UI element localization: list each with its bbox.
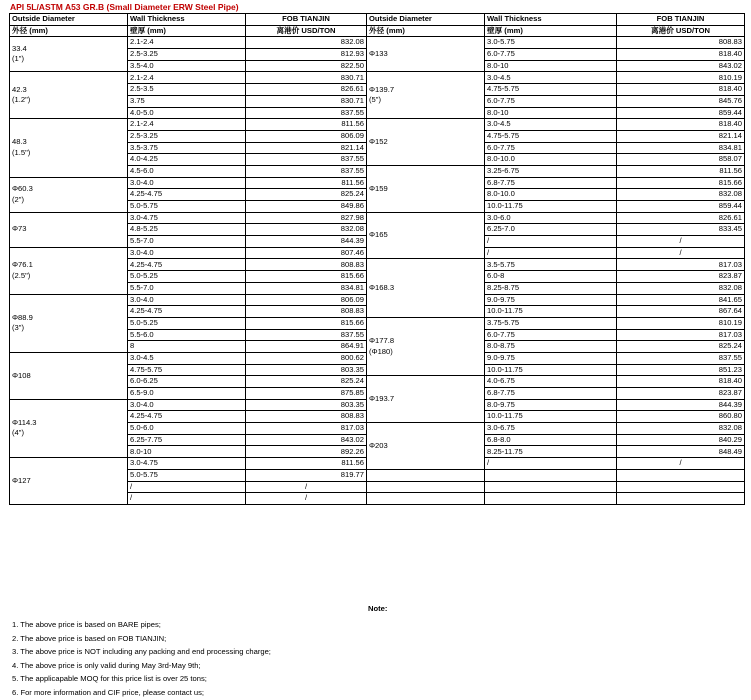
left-wall-thickness-cell: 5.5-7.0 <box>128 282 246 294</box>
left-wall-thickness-cell: 4.0-5.0 <box>128 107 246 119</box>
right-wall-thickness-cell: 4.75-5.75 <box>485 84 617 96</box>
outside-diameter-label: Φ127 <box>12 475 31 485</box>
left-wall-thickness-cell: 5.0-5.25 <box>128 271 246 283</box>
left-wall-thickness-cell: 5.5-6.0 <box>128 329 246 341</box>
left-wall-thickness-cell: 2.1-2.4 <box>128 119 246 131</box>
left-outside-diameter-cell <box>10 352 128 399</box>
outside-diameter-label: 42.3 <box>12 84 27 94</box>
right-wall-thickness-cell: 6.0-7.75 <box>485 95 617 107</box>
right-fob-price-cell: 818.40 <box>617 119 745 131</box>
outside-diameter-label: 33.4 <box>12 43 27 53</box>
right-outside-diameter-cell <box>367 37 485 72</box>
left-wall-thickness-cell: / <box>128 481 246 493</box>
right-wall-thickness-cell: 8.0-8.75 <box>485 341 617 353</box>
right-fob-price-cell: 860.80 <box>617 411 745 423</box>
right-wall-thickness-cell: 4.0-6.75 <box>485 376 617 388</box>
outside-diameter-label: 48.3 <box>12 137 27 147</box>
left-wall-thickness-cell: / <box>128 493 246 505</box>
left-outside-diameter-cell <box>10 399 128 457</box>
left-wall-thickness-cell: 5.0-5.75 <box>128 201 246 213</box>
right-fob-price-cell: 811.56 <box>617 165 745 177</box>
outside-diameter-label: Φ114.3 <box>12 417 37 427</box>
left-fob-price-cell: 834.81 <box>246 282 367 294</box>
left-fob-price-cell: / <box>246 481 367 493</box>
right-wall-thickness-cell: / <box>485 247 617 259</box>
right-wall-thickness-cell: 10.0-11.75 <box>485 411 617 423</box>
outside-diameter-label: Φ165 <box>369 230 388 240</box>
left-fob-price-cell: 815.66 <box>246 317 367 329</box>
outside-diameter-label: Φ177.8 <box>369 336 395 346</box>
left-outside-diameter-cell <box>10 177 128 212</box>
note-item: 2. The above price is based on FOB TIANJIN; <box>12 633 167 643</box>
outside-diameter-label: Φ133 <box>369 49 388 59</box>
left-fob-price-cell: 843.02 <box>246 434 367 446</box>
right-fob-price-cell: 826.61 <box>617 212 745 224</box>
right-fob-price-cell: 843.02 <box>617 60 745 72</box>
left-wall-thickness-cell: 8 <box>128 341 246 353</box>
right-wall-thickness-cell: 6.8-7.75 <box>485 388 617 400</box>
header-wt-en-right: Wall Thickness <box>485 14 617 26</box>
left-fob-price-cell: 875.85 <box>246 388 367 400</box>
outside-diameter-label: Φ88.9 <box>12 312 33 322</box>
outside-diameter-label: Φ193.7 <box>369 393 395 403</box>
price-table-body <box>10 37 745 505</box>
table-row <box>10 212 745 224</box>
right-outside-diameter-cell <box>367 119 485 166</box>
header-fob-en: FOB TIANJIN <box>246 14 367 26</box>
right-fob-price-cell: 821.14 <box>617 130 745 142</box>
right-fob-price-cell: 845.76 <box>617 95 745 107</box>
left-fob-price-cell: 837.55 <box>246 165 367 177</box>
right-fob-price-cell: 808.83 <box>617 37 745 49</box>
right-wall-thickness-cell: 9.0-9.75 <box>485 294 617 306</box>
right-outside-diameter-cell <box>367 376 485 423</box>
right-wall-thickness-cell: 10.0-11.75 <box>485 201 617 213</box>
right-wall-thickness-cell: 8.25-11.75 <box>485 446 617 458</box>
right-outside-diameter-cell <box>367 165 485 212</box>
right-fob-price-cell: 867.64 <box>617 306 745 318</box>
right-wall-thickness-cell: 6.0-7.75 <box>485 329 617 341</box>
left-fob-price-cell: 864.91 <box>246 341 367 353</box>
right-fob-price-cell: 817.03 <box>617 259 745 271</box>
left-fob-price-cell: 837.55 <box>246 154 367 166</box>
left-wall-thickness-cell: 4.0-4.25 <box>128 154 246 166</box>
left-fob-price-cell: 892.26 <box>246 446 367 458</box>
left-fob-price-cell: 830.71 <box>246 72 367 84</box>
right-fob-price-cell: 832.08 <box>617 282 745 294</box>
left-wall-thickness-cell: 4.8-5.25 <box>128 224 246 236</box>
outside-diameter-label: (2.5") <box>12 270 31 280</box>
left-fob-price-cell: 837.55 <box>246 329 367 341</box>
left-fob-price-cell: 815.66 <box>246 271 367 283</box>
right-fob-price-cell: 810.19 <box>617 317 745 329</box>
outside-diameter-label: (1") <box>12 54 24 64</box>
right-fob-price-cell: 834.81 <box>617 142 745 154</box>
header-row-chinese <box>10 25 745 37</box>
left-fob-price-cell: 844.39 <box>246 236 367 248</box>
right-wall-thickness-cell: 3.0-4.5 <box>485 119 617 131</box>
left-wall-thickness-cell: 6.5-9.0 <box>128 388 246 400</box>
left-fob-price-cell: 832.08 <box>246 224 367 236</box>
left-wall-thickness-cell: 5.0-5.75 <box>128 469 246 481</box>
right-wall-thickness-cell: 10.0-11.75 <box>485 364 617 376</box>
left-wall-thickness-cell: 2.5-3.5 <box>128 84 246 96</box>
header-wt-cn: 壁厚 (mm) <box>128 25 246 37</box>
left-fob-price-cell: / <box>246 493 367 505</box>
left-fob-price-cell: 825.24 <box>246 376 367 388</box>
outside-diameter-label: Φ152 <box>369 136 388 146</box>
right-wall-thickness-cell: 8.0-10 <box>485 107 617 119</box>
right-fob-price-cell: 848.49 <box>617 446 745 458</box>
right-wall-thickness-cell: 9.0-9.75 <box>485 352 617 364</box>
right-fob-price-cell: 818.40 <box>617 84 745 96</box>
left-fob-price-cell: 806.09 <box>246 130 367 142</box>
left-fob-price-cell: 812.93 <box>246 49 367 61</box>
header-od-cn-right: 外径 (mm) <box>367 25 485 37</box>
right-wall-thickness-cell: 6.8-7.75 <box>485 177 617 189</box>
left-fob-price-cell: 803.35 <box>246 399 367 411</box>
left-fob-price-cell: 819.77 <box>246 469 367 481</box>
left-wall-thickness-cell: 3.0-4.0 <box>128 399 246 411</box>
left-wall-thickness-cell: 5.0-6.0 <box>128 423 246 435</box>
left-wall-thickness-cell: 4.25-4.75 <box>128 259 246 271</box>
right-fob-price-cell: / <box>617 458 745 470</box>
right-fob-price-cell: 859.44 <box>617 107 745 119</box>
outside-diameter-label: (2") <box>12 194 24 204</box>
outside-diameter-label: Φ108 <box>12 370 31 380</box>
right-fob-price-cell: 841.65 <box>617 294 745 306</box>
left-outside-diameter-cell <box>10 212 128 247</box>
left-fob-price-cell: 826.61 <box>246 84 367 96</box>
left-outside-diameter-cell <box>10 37 128 72</box>
header-fob-cn-right: 离港价 USD/TON <box>617 25 745 37</box>
left-fob-price-cell: 808.83 <box>246 306 367 318</box>
note-item: 5. The applicapable MOQ for this price list is over 25 tons; <box>12 674 207 683</box>
price-table <box>9 13 745 505</box>
left-wall-thickness-cell: 4.25-4.75 <box>128 306 246 318</box>
right-fob-price-cell: 818.40 <box>617 376 745 388</box>
left-wall-thickness-cell: 3.0-4.0 <box>128 177 246 189</box>
right-wall-thickness-cell: 3.0-6.75 <box>485 423 617 435</box>
header-fob-cn: 离港价 USD/TON <box>246 25 367 37</box>
left-outside-diameter-cell <box>10 458 128 505</box>
left-fob-price-cell: 830.71 <box>246 95 367 107</box>
notes-title: Note: <box>368 604 388 613</box>
left-fob-price-cell: 807.46 <box>246 247 367 259</box>
left-wall-thickness-cell: 4.25-4.75 <box>128 189 246 201</box>
left-wall-thickness-cell: 5.0-5.25 <box>128 317 246 329</box>
right-wall-thickness-cell: 3.0-5.75 <box>485 37 617 49</box>
right-fob-price-cell: / <box>617 247 745 259</box>
right-wall-thickness-cell: 8.25-8.75 <box>485 282 617 294</box>
left-wall-thickness-cell: 3.0-4.5 <box>128 352 246 364</box>
note-item: 3. The above price is NOT including any packing and end processing charge; <box>12 647 271 656</box>
table-row <box>10 72 745 84</box>
right-fob-price-cell: 859.44 <box>617 201 745 213</box>
right-wall-thickness-cell: / <box>485 458 617 470</box>
right-fob-price-cell: 832.08 <box>617 423 745 435</box>
right-wall-thickness-cell: 6.0-8 <box>485 271 617 283</box>
left-wall-thickness-cell: 4.75-5.75 <box>128 364 246 376</box>
right-outside-diameter-cell <box>367 259 485 317</box>
right-wall-thickness-cell: 3.0-4.5 <box>485 72 617 84</box>
left-outside-diameter-cell <box>10 72 128 119</box>
outside-diameter-label: (3") <box>12 323 24 333</box>
left-wall-thickness-cell: 5.5-7.0 <box>128 236 246 248</box>
left-wall-thickness-cell: 2.5-3.25 <box>128 130 246 142</box>
header-wt-en: Wall Thickness <box>128 14 246 26</box>
right-fob-price-cell: 810.19 <box>617 72 745 84</box>
left-fob-price-cell: 811.56 <box>246 458 367 470</box>
right-wall-thickness-cell: 6.0-7.75 <box>485 49 617 61</box>
outside-diameter-label: Φ139.7 <box>369 84 395 94</box>
right-outside-diameter-cell <box>367 72 485 119</box>
outside-diameter-label: Φ76.1 <box>12 260 33 270</box>
right-wall-thickness-cell: 4.75-5.75 <box>485 130 617 142</box>
left-fob-price-cell: 822.50 <box>246 60 367 72</box>
left-wall-thickness-cell: 6.0-6.25 <box>128 376 246 388</box>
outside-diameter-label: Φ168.3 <box>369 282 395 292</box>
right-wall-thickness-cell: 6.8-8.0 <box>485 434 617 446</box>
outside-diameter-label: (1.5") <box>12 147 31 157</box>
right-fob-price-cell: 815.66 <box>617 177 745 189</box>
left-fob-price-cell: 827.98 <box>246 212 367 224</box>
left-wall-thickness-cell: 3.0-4.75 <box>128 458 246 470</box>
left-wall-thickness-cell: 2.1-2.4 <box>128 72 246 84</box>
left-wall-thickness-cell: 3.75 <box>128 95 246 107</box>
right-wall-thickness-cell: 8.0-10.0 <box>485 189 617 201</box>
left-fob-price-cell: 811.56 <box>246 119 367 131</box>
left-wall-thickness-cell: 4.5-6.0 <box>128 165 246 177</box>
right-wall-thickness-cell: 3.25-6.75 <box>485 165 617 177</box>
outside-diameter-label: Φ203 <box>369 440 388 450</box>
header-od-cn: 外径 (mm) <box>10 25 128 37</box>
left-fob-price-cell: 808.83 <box>246 259 367 271</box>
left-fob-price-cell: 821.14 <box>246 142 367 154</box>
left-fob-price-cell: 811.56 <box>246 177 367 189</box>
header-wt-cn-right: 壁厚 (mm) <box>485 25 617 37</box>
notes-list <box>12 618 271 699</box>
note-item: 6. For more information and CIF price, please contact us; <box>12 687 205 697</box>
outside-diameter-label: (1.2") <box>12 95 31 105</box>
right-fob-price-cell: 832.08 <box>617 189 745 201</box>
left-fob-price-cell: 800.62 <box>246 352 367 364</box>
right-wall-thickness-cell: / <box>485 236 617 248</box>
right-wall-thickness-cell: 10.0-11.75 <box>485 306 617 318</box>
left-wall-thickness-cell: 2.5-3.25 <box>128 49 246 61</box>
left-outside-diameter-cell <box>10 119 128 177</box>
right-fob-price-cell: 823.87 <box>617 271 745 283</box>
left-outside-diameter-cell <box>10 247 128 294</box>
outside-diameter-label: (5") <box>369 95 381 105</box>
left-fob-price-cell: 825.24 <box>246 189 367 201</box>
header-od-en-right: Outside Diameter <box>367 14 485 26</box>
right-fob-price-cell: 817.03 <box>617 329 745 341</box>
left-wall-thickness-cell: 8.0-10 <box>128 446 246 458</box>
right-fob-price-cell: 833.45 <box>617 224 745 236</box>
right-fob-price-cell: 825.24 <box>617 341 745 353</box>
outside-diameter-label: Φ73 <box>12 224 27 234</box>
right-wall-thickness-cell: 8.0-9.75 <box>485 399 617 411</box>
right-fob-price-cell: 851.23 <box>617 364 745 376</box>
left-wall-thickness-cell: 3.0-4.75 <box>128 212 246 224</box>
table-row <box>10 37 745 49</box>
right-wall-thickness-cell: 8.0-10 <box>485 60 617 72</box>
header-row-english <box>10 14 745 26</box>
left-wall-thickness-cell: 3.0-4.0 <box>128 294 246 306</box>
left-fob-price-cell: 832.08 <box>246 37 367 49</box>
outside-diameter-label: Φ159 <box>369 183 388 193</box>
left-fob-price-cell: 849.86 <box>246 201 367 213</box>
right-fob-price-cell: 844.39 <box>617 399 745 411</box>
right-outside-diameter-cell <box>367 212 485 259</box>
note-item: 4. The above price is only valid during May 3rd-May 9th; <box>12 660 201 670</box>
right-fob-price-cell: 837.55 <box>617 352 745 364</box>
right-fob-price-cell: 858.07 <box>617 154 745 166</box>
right-fob-price-cell: 840.29 <box>617 434 745 446</box>
left-outside-diameter-cell <box>10 294 128 352</box>
sheet-title: API 5L/ASTM A53 GR.B (Small Diameter ERW Steel Pipe) <box>10 2 239 12</box>
right-wall-thickness-cell: 3.75-5.75 <box>485 317 617 329</box>
left-fob-price-cell: 803.35 <box>246 364 367 376</box>
right-fob-price-cell: / <box>617 236 745 248</box>
outside-diameter-label: Φ60.3 <box>12 184 33 194</box>
right-wall-thickness-cell: 8.0-10.0 <box>485 154 617 166</box>
outside-diameter-label: (Φ180) <box>369 346 393 356</box>
left-wall-thickness-cell: 4.25-4.75 <box>128 411 246 423</box>
left-fob-price-cell: 837.55 <box>246 107 367 119</box>
table-row <box>10 119 745 131</box>
header-fob-en-right: FOB TIANJIN <box>617 14 745 26</box>
left-wall-thickness-cell: 3.5-4.0 <box>128 60 246 72</box>
right-wall-thickness-cell: 3.0-6.0 <box>485 212 617 224</box>
left-fob-price-cell: 808.83 <box>246 411 367 423</box>
left-wall-thickness-cell: 3.0-4.0 <box>128 247 246 259</box>
left-fob-price-cell: 817.03 <box>246 423 367 435</box>
left-wall-thickness-cell: 6.25-7.75 <box>128 434 246 446</box>
right-fob-price-cell: 818.40 <box>617 49 745 61</box>
right-outside-diameter-cell <box>367 423 485 470</box>
right-fob-price-cell: 823.87 <box>617 388 745 400</box>
right-wall-thickness-cell: 6.25-7.0 <box>485 224 617 236</box>
outside-diameter-label: (4") <box>12 428 24 438</box>
left-wall-thickness-cell: 2.1-2.4 <box>128 37 246 49</box>
header-od-en: Outside Diameter <box>10 14 128 26</box>
left-wall-thickness-cell: 3.5-3.75 <box>128 142 246 154</box>
right-wall-thickness-cell: 3.5-5.75 <box>485 259 617 271</box>
right-wall-thickness-cell: 6.0-7.75 <box>485 142 617 154</box>
note-item: 1. The above price is based on BARE pipes; <box>12 620 161 629</box>
right-outside-diameter-cell <box>367 317 485 375</box>
left-fob-price-cell: 806.09 <box>246 294 367 306</box>
